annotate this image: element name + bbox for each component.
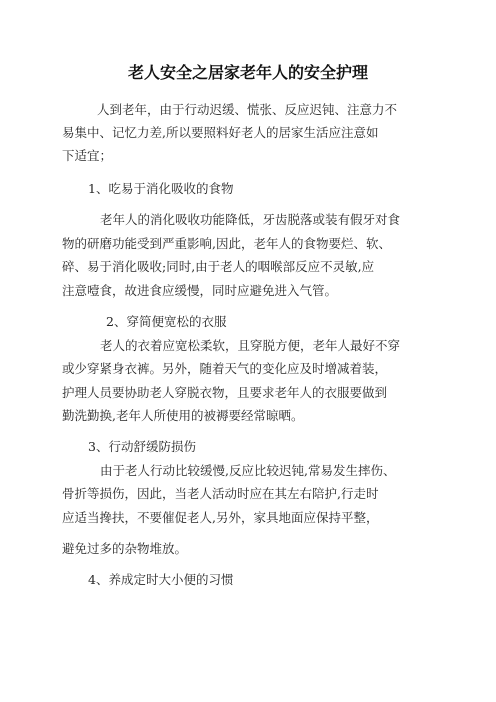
section-line: 骨折等损伤，因此，当老人活动时应在其左右陪护,行走时 xyxy=(62,486,379,501)
intro-line: 下适宜； xyxy=(62,148,113,163)
section-heading: 1、吃易于消化吸收的食物 xyxy=(88,181,234,196)
section-line: 护理人员要协助老人穿脱衣物，且要求老年人的衣服要做到 xyxy=(62,385,388,400)
section-line: 勤洗勤换,老年人所使用的被褥要经常晾晒。 xyxy=(62,408,304,423)
section-line: 老人的衣着应宽松柔软，且穿脱方便，老年人最好不穿 xyxy=(100,338,401,353)
section-heading: 2、穿简便宽松的衣服 xyxy=(106,314,227,329)
intro-line: 易集中、记忆力差,所以要照料好老人的居家生活应注意如 xyxy=(62,125,379,140)
section-line: 应适当搀扶，不要催促老人,另外，家具地面应保持平整， xyxy=(62,510,379,525)
page-title: 老人安全之居家老年人的安全护理 xyxy=(127,63,368,82)
section-heading: 4、养成定时大小便的习惯 xyxy=(88,572,234,587)
section-line: 由于老人行动比较缓慢,反应比较迟钝,常易发生摔伤、 xyxy=(100,463,396,478)
section-line: 或少穿紧身衣裤。另外，随着天气的变化应及时增减着装， xyxy=(62,361,388,376)
section-line: 物的研磨功能受到严重影响,因此，老年人的食物要烂、软、 xyxy=(62,236,391,251)
section-line: 老年人的消化吸收功能降低，牙齿脱落或装有假牙对食 xyxy=(100,212,401,227)
intro-line: 人到老年，由于行动迟缓、慌张、反应迟钝、注意力不 xyxy=(97,102,398,117)
section-line: 注意噎食，故进食应缓慢，同时应避免进入气管。 xyxy=(62,283,338,298)
section-line: 避免过多的杂物堆放。 xyxy=(62,541,188,556)
section-heading: 3、行动舒缓防损伤 xyxy=(88,439,196,454)
section-line: 碎、易于消化吸收;同时,由于老人的咽喉部反应不灵敏,应 xyxy=(62,259,375,274)
